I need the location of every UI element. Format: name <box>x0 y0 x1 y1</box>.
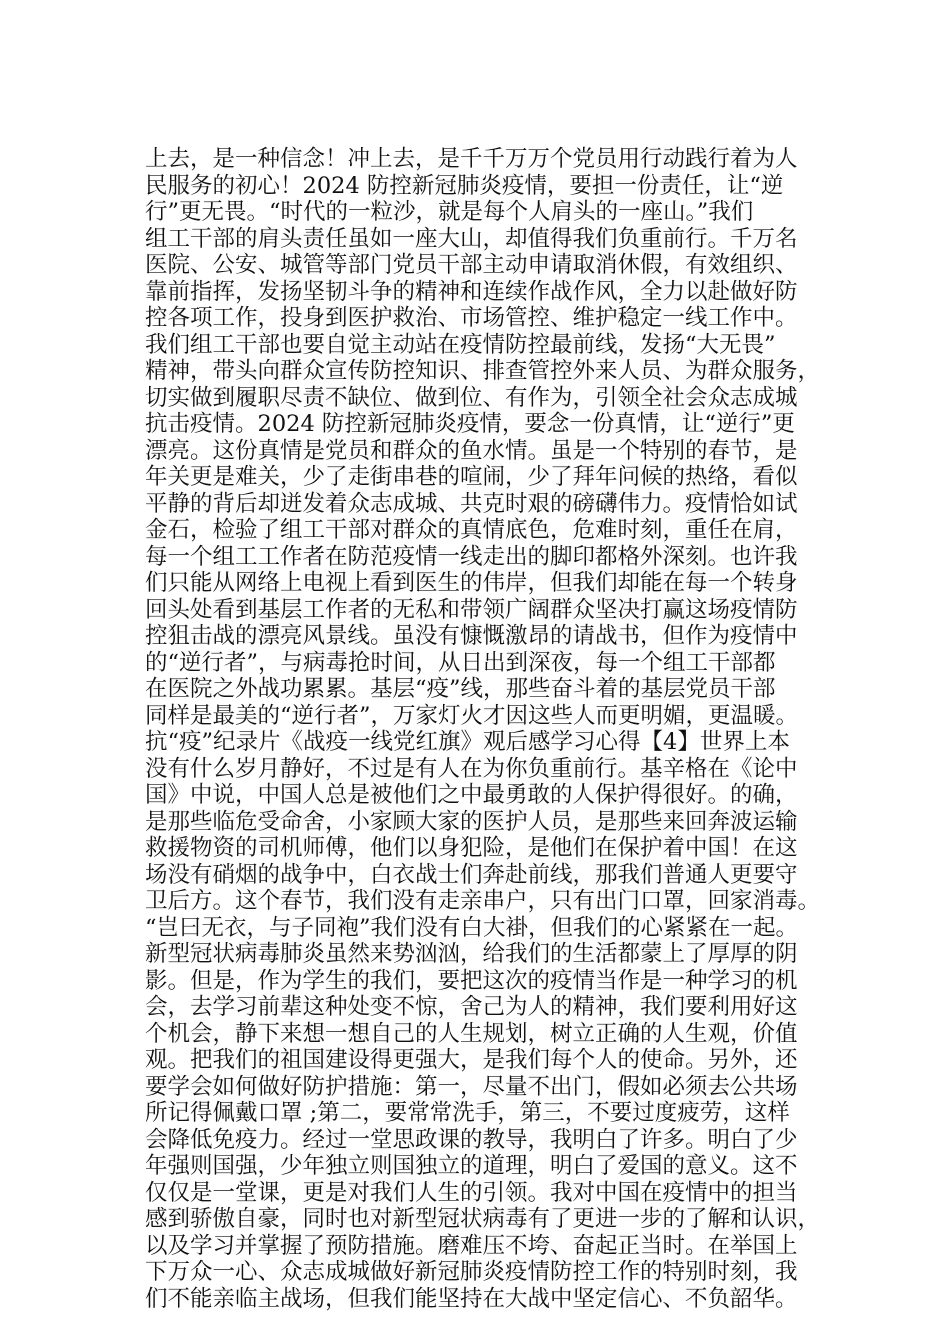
text-line: 要学会如何做好防护措施：第一，尽量不出门，假如必须去公共场 <box>145 1073 798 1100</box>
text-line: 抗“疫”纪录片《战疫一线党红旗》观后感学习心得【4】世界上本 <box>145 729 790 755</box>
text-line: 影。但是，作为学生的我们，要把这次的疫情当作是一种学习的机 <box>145 967 798 994</box>
text-line: 感到骄傲自豪，同时也对新型冠状病毒有了更进一步的了解和认识， <box>145 1206 821 1232</box>
text-line: 们只能从网络上电视上看到医生的伟岸，但我们却能在每一个转身 <box>145 570 798 596</box>
text-line: 民服务的初心！2024 防控新冠肺炎疫情，要担一份责任，让“逆 <box>145 172 784 199</box>
text-line: 抗击疫情。2024 防控新冠肺炎疫情，要念一份真情，让“逆行”更 <box>145 411 795 437</box>
text-line: 靠前指挥，发扬坚韧斗争的精神和连续作战作风，全力以赴做好防 <box>145 278 798 305</box>
text-line: 仅仅是一堂课，更是对我们人生的引领。我对中国在疫情中的担当 <box>145 1179 798 1206</box>
text-line: 回头处看到基层工作者的无私和带领广阔群众坚决打赢这场疫情防 <box>145 596 798 623</box>
text-line: 每一个组工工作者在防范疫情一线走出的脚印都格外深刻。也许我 <box>145 543 798 570</box>
text-line: “岂曰无衣，与子同袍”我们没有白大褂，但我们的心紧紧在一起。 <box>145 914 799 941</box>
text-line: 是那些临危受命舍，小家顾大家的医护人员，是那些来回奔波运输 <box>145 808 798 835</box>
text-line: 下万众一心、众志成城做好新冠肺炎疫情防控工作的特别时刻，我 <box>145 1259 798 1285</box>
text-line: 控狙击战的漂亮风景线。虽没有慷慨激昂的请战书，但作为疫情中 <box>145 623 798 649</box>
text-line: 我们组工干部也要自觉主动站在疫情防控最前线，发扬“大无畏” <box>145 331 776 358</box>
text-line: 观。把我们的祖国建设得更强大，是我们每个人的使命。另外，还 <box>145 1047 798 1073</box>
text-line: 在医院之外战功累累。基层“疫”线，那些奋斗着的基层党员干部 <box>145 676 776 702</box>
text-line: 上去，是一种信念！冲上去，是千千万万个党员用行动践行着为人 <box>145 146 798 172</box>
text-line: 年关更是难关，少了走街串巷的喧闹，少了拜年问候的热络，看似 <box>145 464 798 490</box>
text-line: 漂亮。这份真情是党员和群众的鱼水情。虽是一个特别的春节，是 <box>145 437 798 464</box>
text-line: 精神，带头向群众宣传防控知识、排查管控外来人员、为群众服务， <box>145 358 821 384</box>
text-line: 场没有硝烟的战争中，白衣战士们奔赴前线，那我们普通人更要守 <box>145 861 798 888</box>
text-line: 救援物资的司机师傅，他们以身犯险，是他们在保护着中国！在这 <box>145 835 798 861</box>
text-line: 没有什么岁月静好，不过是有人在为你负重前行。基辛格在《论中 <box>145 755 798 782</box>
text-line: 控各项工作，投身到医护救治、市场管控、维护稳定一线工作中。 <box>145 305 798 331</box>
text-line: 平静的背后却迸发着众志成城、共克时艰的磅礴伟力。疫情恰如试 <box>145 490 798 517</box>
body-text <box>145 146 825 1312</box>
text-line: 会降低免疫力。经过一堂思政课的教导，我明白了许多。明白了少 <box>145 1126 798 1153</box>
text-line: 所记得佩戴口罩 ;第二，要常常洗手，第三，不要过度疲劳，这样 <box>145 1100 790 1126</box>
text-line: 以及学习并掌握了预防措施。磨难压不垮、奋起正当时。在举国上 <box>145 1232 798 1259</box>
text-line: 卫后方。这个春节，我们没有走亲串户，只有出门口罩，回家消毒。 <box>145 888 821 914</box>
text-line: 同样是最美的“逆行者”，万家灯火才因这些人而更明媚，更温暖。 <box>145 702 799 729</box>
text-line: 们不能亲临主战场，但我们能坚持在大战中坚定信心、不负韶华。 <box>145 1285 798 1312</box>
text-line: 组工干部的肩头责任虽如一座大山，却值得我们负重前行。千万名 <box>145 225 798 252</box>
text-line: 行”更无畏。“时代的一粒沙，就是每个人肩头的一座山。”我们 <box>145 199 754 225</box>
text-line: 国》中说，中国人总是被他们之中最勇敢的人保护得很好。的确， <box>145 782 798 808</box>
text-line: 金石，检验了组工干部对群众的真情底色，危难时刻，重任在肩， <box>145 517 798 543</box>
text-line: 会，去学习前辈这种处变不惊，舍己为人的精神，我们要利用好这 <box>145 994 798 1020</box>
text-line: 新型冠状病毒肺炎虽然来势汹汹，给我们的生活都蒙上了厚厚的阴 <box>145 941 798 967</box>
text-line: 年强则国强，少年独立则国独立的道理，明白了爱国的意义。这不 <box>145 1153 798 1179</box>
text-line: 的“逆行者”，与病毒抢时间，从日出到深夜，每一个组工干部都 <box>145 649 776 676</box>
text-line: 个机会，静下来想一想自己的人生规划，树立正确的人生观，价值 <box>145 1020 798 1047</box>
text-line: 医院、公安、城管等部门党员干部主动申请取消休假，有效组织、 <box>145 252 798 278</box>
text-line: 切实做到履职尽责不缺位、做到位、有作为，引领全社会众志成城 <box>145 384 798 411</box>
